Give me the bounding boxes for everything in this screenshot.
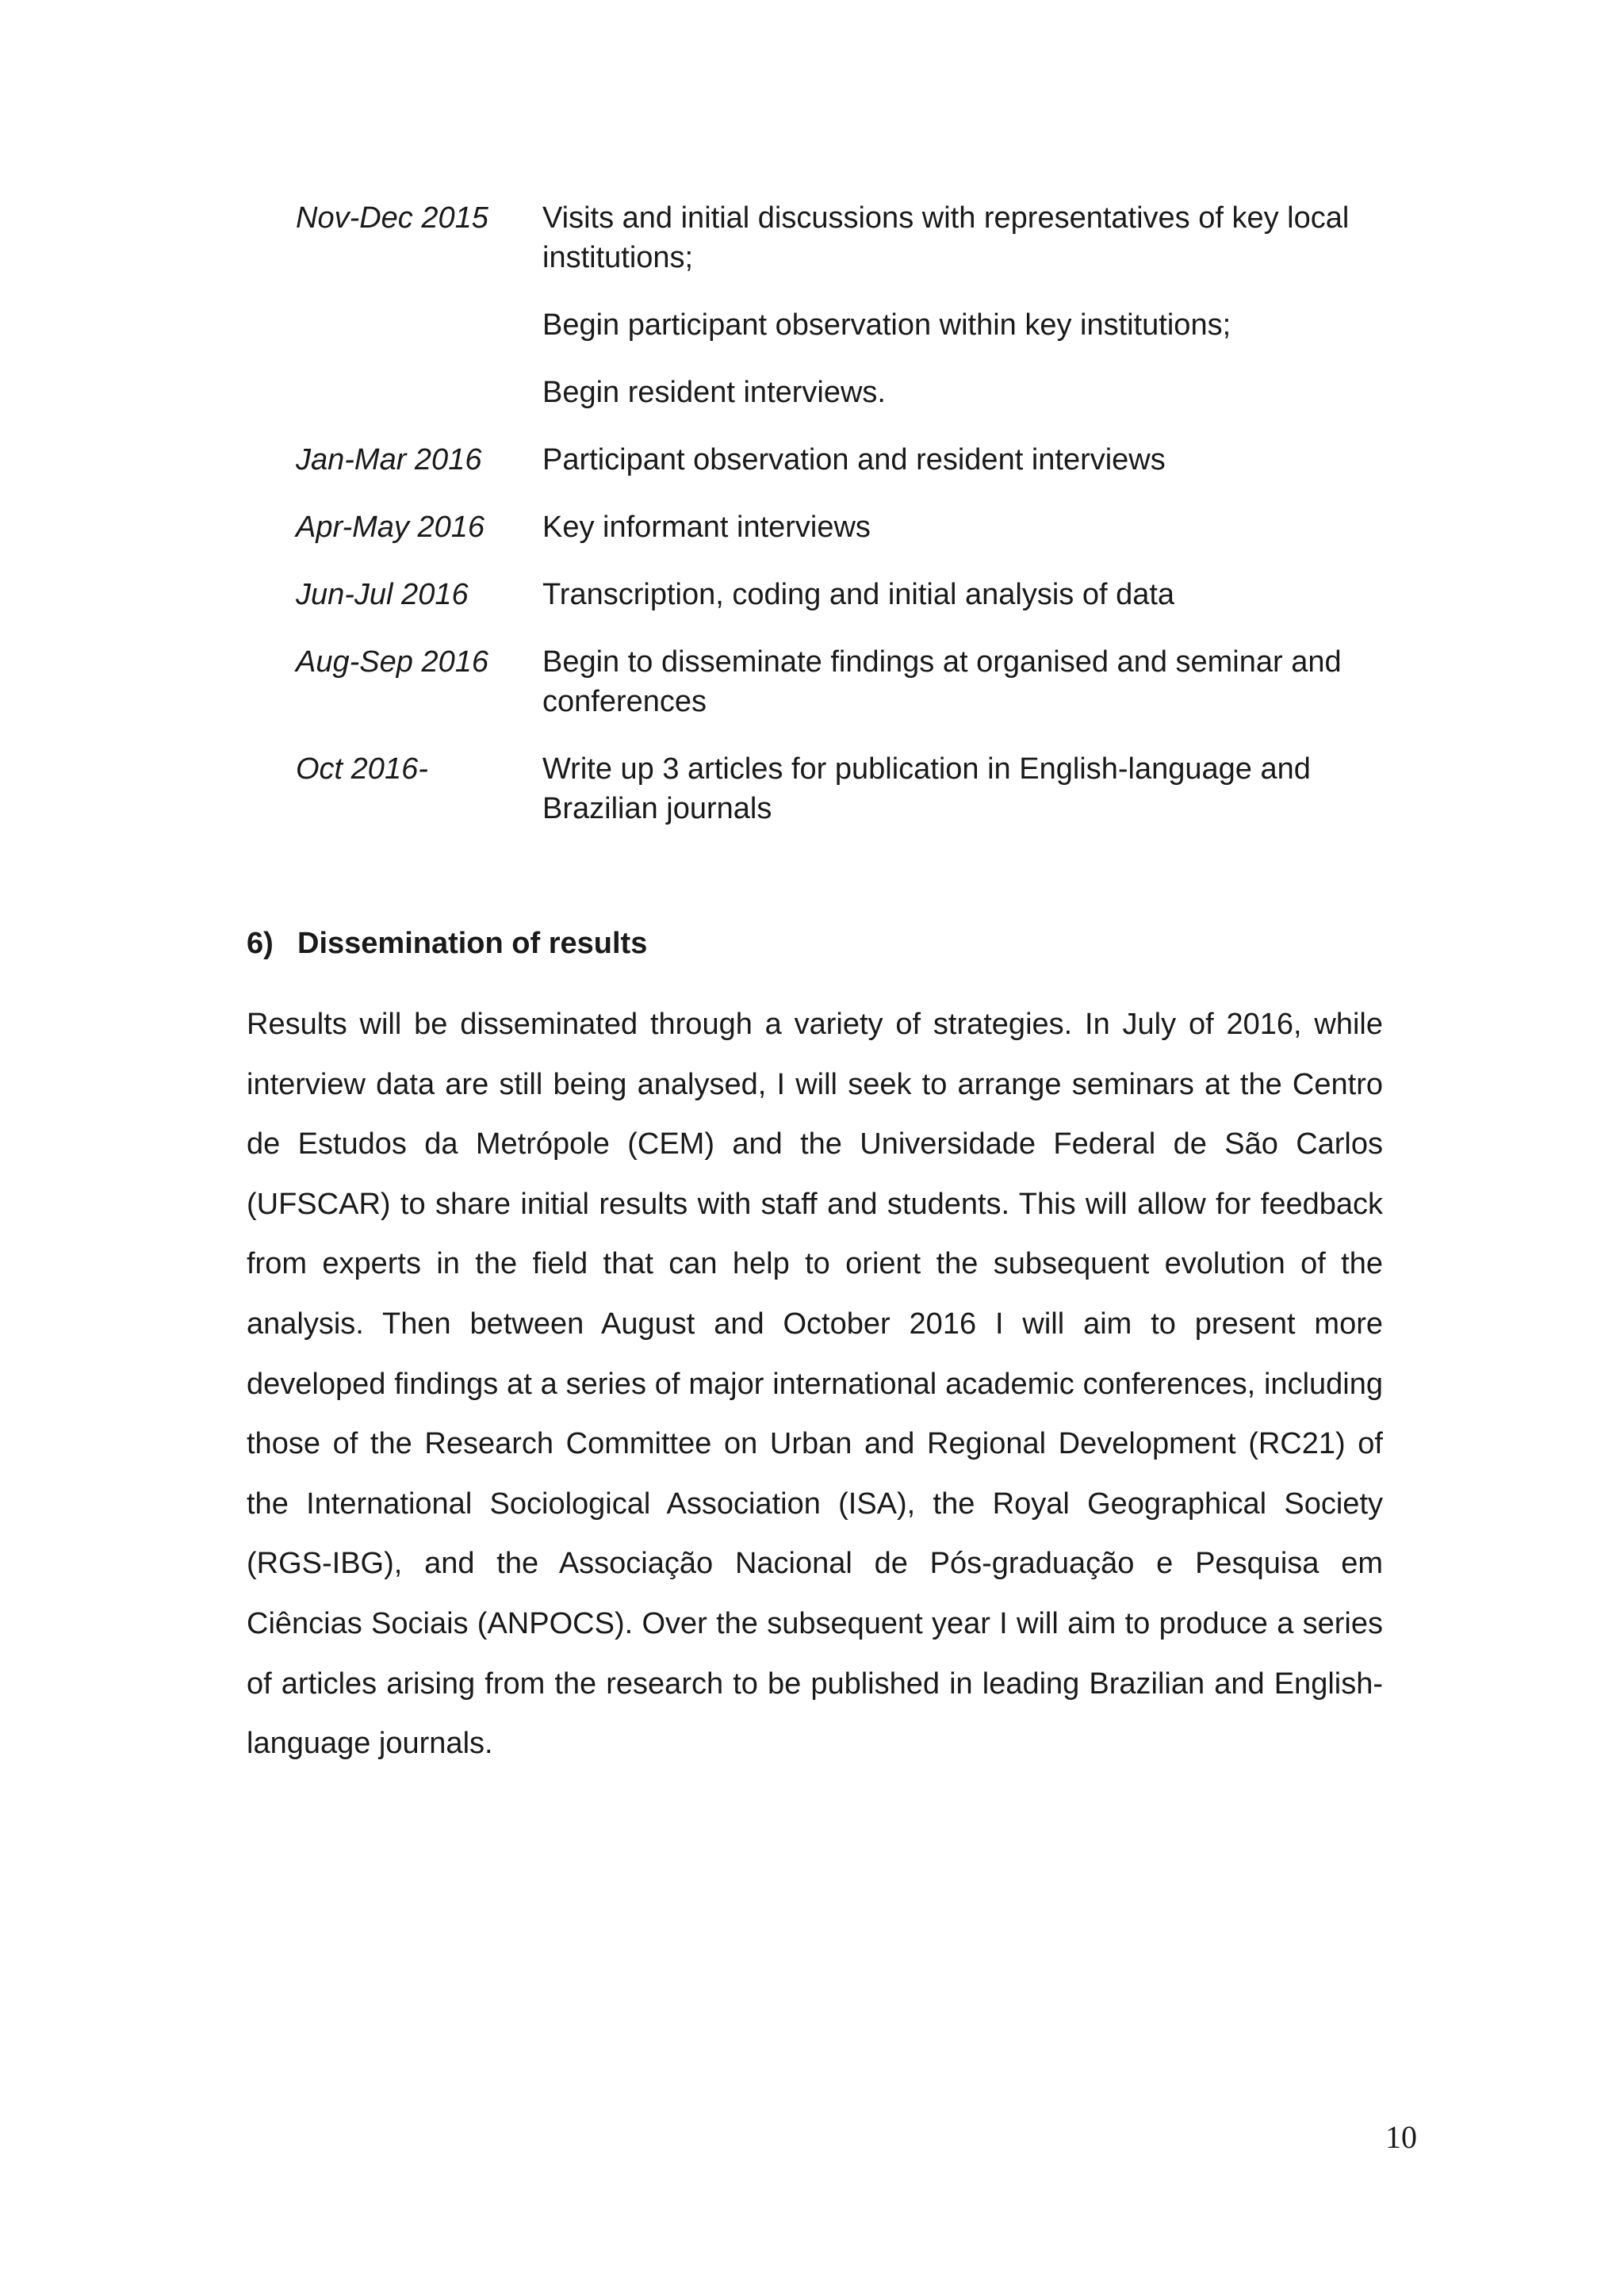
timeline-date: Nov-Dec 2015 bbox=[296, 201, 488, 235]
page-number: 10 bbox=[1385, 2119, 1417, 2155]
timeline-date: Oct 2016- bbox=[296, 752, 428, 786]
timeline-row bbox=[296, 507, 1390, 547]
timeline-row bbox=[296, 198, 1390, 412]
timeline-item: Transcription, coding and initial analysis of data bbox=[542, 578, 1175, 611]
project-timeline bbox=[296, 198, 1390, 856]
timeline-description bbox=[542, 507, 1390, 547]
timeline-item: Begin participant observation within key institutions; bbox=[542, 308, 1231, 342]
timeline-date: Jun-Jul 2016 bbox=[296, 578, 469, 611]
timeline-item: Participant observation and resident interviews bbox=[542, 443, 1166, 476]
section-paragraph: Results will be disseminated through a variety of strategies. In July of 2016, while interview data are still being analysed, I will seek to arrange seminars at the Centro de Estudos da Metrópole (CEM) and the Universidade Federal de São Carlos (UFSCAR) to share initial results with staff and students. This will allow for feedback from experts in the field that can help to orient the subsequent evolution of the analysis. Then between August and October 2016 I will aim to present more developed findings at a series of major international academic conferences, including those of the Research Committee on Urban and Regional Development (RC21) of the International Sociological Association (ISA), the Royal Geographical Society (RGS-IBG), and the Associação Nacional de Pós-graduação e Pesquisa em Ciências Sociais (ANPOCS). Over the subsequent year I will aim to produce a series of articles arising from the research to be published in leading Brazilian and English-language journals. bbox=[247, 1008, 1383, 1761]
timeline-item: Begin to disseminate findings at organised and seminar and conferences bbox=[542, 645, 1342, 718]
timeline-row bbox=[296, 575, 1390, 614]
timeline-item: Begin resident interviews. bbox=[542, 376, 886, 409]
timeline-description bbox=[542, 440, 1390, 480]
timeline-item: Key informant interviews bbox=[542, 511, 871, 544]
section-title: Dissemination of results bbox=[297, 927, 648, 960]
timeline-description bbox=[542, 749, 1390, 828]
timeline-description bbox=[542, 198, 1390, 412]
section-heading bbox=[247, 924, 647, 963]
timeline-item: Write up 3 articles for publication in English-language and Brazilian journals bbox=[542, 752, 1311, 825]
timeline-date: Aug-Sep 2016 bbox=[296, 645, 488, 679]
timeline-date: Jan-Mar 2016 bbox=[296, 443, 482, 476]
timeline-item: Visits and initial discussions with representatives of key local institutions; bbox=[542, 201, 1350, 274]
timeline-date: Apr-May 2016 bbox=[296, 511, 485, 544]
timeline-row bbox=[296, 749, 1390, 828]
timeline-row bbox=[296, 642, 1390, 721]
timeline-description bbox=[542, 575, 1390, 614]
timeline-description bbox=[542, 642, 1390, 721]
timeline-row bbox=[296, 440, 1390, 480]
section-number: 6) bbox=[247, 927, 274, 960]
